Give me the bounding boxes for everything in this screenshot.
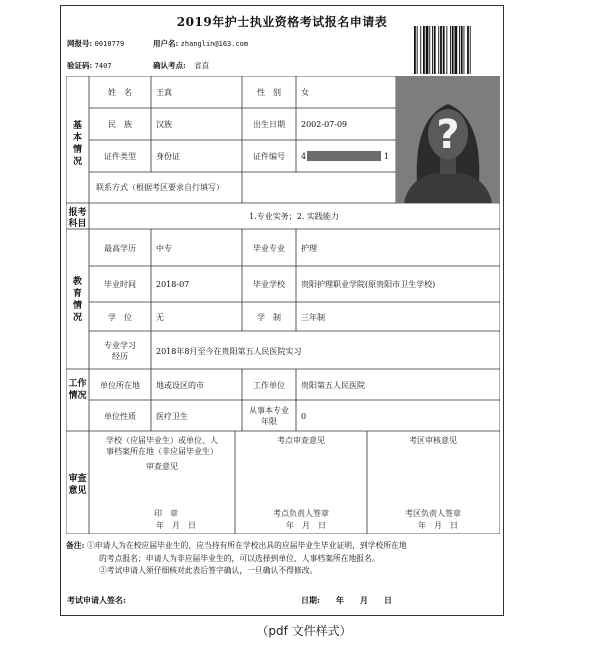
years-value: 0 [301,412,307,421]
gender-value: 女 [301,88,309,97]
section-basic-2: 本 [72,133,83,143]
unit-value: 贵阳第五人民医院 [301,381,365,390]
applicant-signature-label: 考试申请人签名: [67,595,126,605]
section-subject-2: 科目 [68,219,87,229]
school-value: 贵阳护理职业学院(原贵阳市卫生学校) [301,280,436,289]
gender-label: 性 别 [257,88,281,97]
xuewei-value: 无 [156,313,164,322]
review-col1-line1: 学校（应届毕业生）或单位、人 [106,436,218,445]
ethnic-value: 汉族 [156,120,172,129]
applicant-photo [396,76,500,203]
exam-site [153,60,209,71]
note-1a: ①申请人为在校应届毕业生的，应当持有所在学校出具的应届毕业生毕业证明，到学校所在地 [86,541,407,550]
notes-label: 备注: [66,541,85,550]
verify [67,60,112,71]
idno-redaction [307,151,381,161]
application-form [60,5,504,616]
idno-end: 1 [384,152,390,161]
birth-label: 出生日期 [253,120,285,129]
exp-label-1: 专业学习 [104,341,136,350]
xuewei-label: 学 位 [108,313,132,322]
degree-label: 最高学历 [104,244,136,253]
review-col1-line2: 事档案所在地（非应届毕业生） [106,447,218,456]
site-value: 省直 [194,61,210,70]
section-edu-4: 况 [72,313,83,323]
section-basic-3: 情 [72,145,83,155]
review-col3-title: 考区审核意见 [409,436,457,445]
contact-label: 联系方式（根据考区要求自行填写） [96,183,224,192]
caption: （pdf 文件样式） [256,624,352,638]
degree-value: 中专 [156,244,172,253]
nature-value: 医疗卫生 [156,412,188,421]
section-edu-1: 教 [72,277,83,287]
review-col1-line3: 审查意见 [146,462,178,471]
section-edu-2: 育 [72,289,83,299]
section-subject-1: 报考 [68,208,87,218]
xuezhi-label: 学 制 [257,313,281,322]
section-basic-4: 况 [72,157,83,167]
net-id-label: 网报号: [67,39,93,48]
section-review-2: 意见 [68,486,87,496]
section-work-1: 工作 [68,379,87,389]
subject-value: 1.专业实务；2. 实践能力 [249,212,339,221]
verify-value: 7407 [94,62,112,70]
unit-loc-label: 单位所在地 [100,381,140,390]
review-col3-date: 年 月 日 [418,521,458,530]
placeholder-person-question-icon [396,76,500,203]
note-2: ②考试申请人须仔细核对此表后签字确认，一旦确认不得修改。 [99,566,318,575]
review-col3-sign: 考区负责人签章 [405,509,461,518]
exp-value: 2018年8月至今在贵阳第五人民医院实习 [156,347,302,356]
review-col2-sign: 考点负责人签章 [273,509,329,518]
birth-value: 2002-07-09 [301,120,348,129]
idtype-label: 证件类型 [104,152,136,161]
major-label: 毕业专业 [253,244,285,253]
exp-label-2: 经历 [112,352,128,361]
grad-time-value: 2018-07 [156,280,190,289]
xuezhi-value: 三年制 [301,313,325,322]
notes [66,540,500,578]
signature-date: 日期: 年 月 日 [301,595,392,605]
school-label: 毕业学校 [253,280,285,289]
unit-loc-value: 地或设区的市 [156,381,204,390]
section-edu-3: 情 [72,301,83,311]
net-id-value: 0010779 [94,40,125,48]
site-label: 确认考点: [153,61,186,70]
review-col1-seal: 印 章 [154,509,178,518]
review-col2-title: 考点审查意见 [277,436,325,445]
user-value: zhanglin@163.com [180,40,249,48]
years-label-2: 年限 [261,417,277,426]
nature-label: 单位性质 [104,412,136,421]
idno-label: 证件编号 [253,152,285,161]
verify-label: 验证码: [67,61,93,70]
user-label: 用户名: [153,39,179,48]
svg-text:?: ? [436,112,460,158]
grad-time-label: 毕业时间 [104,280,136,289]
barcode-icon [413,26,501,74]
ethnic-label: 民 族 [108,120,132,129]
net-id [67,38,124,49]
user [153,38,248,49]
idtype-value: 身份证 [156,152,180,161]
section-review-1: 审查 [68,474,87,484]
review-col2-date: 年 月 日 [286,521,326,530]
major-value: 护理 [301,244,317,253]
unit-label: 工作单位 [253,381,285,390]
note-1b: 的考点报名；申请人为非应届毕业生的，可以选择到单位、人事档案所在地报名。 [99,553,380,563]
section-work-2: 情况 [68,391,87,401]
form-title: 2019年护士执业资格考试报名申请表 [176,15,388,29]
years-label-1: 从事本专业 [249,406,289,415]
idno-start: 4 [301,152,307,161]
review-col1-date: 年 月 日 [156,521,196,530]
section-basic-1: 基 [72,121,83,131]
name-label: 姓 名 [108,88,132,97]
name-value: 王真 [156,88,172,97]
